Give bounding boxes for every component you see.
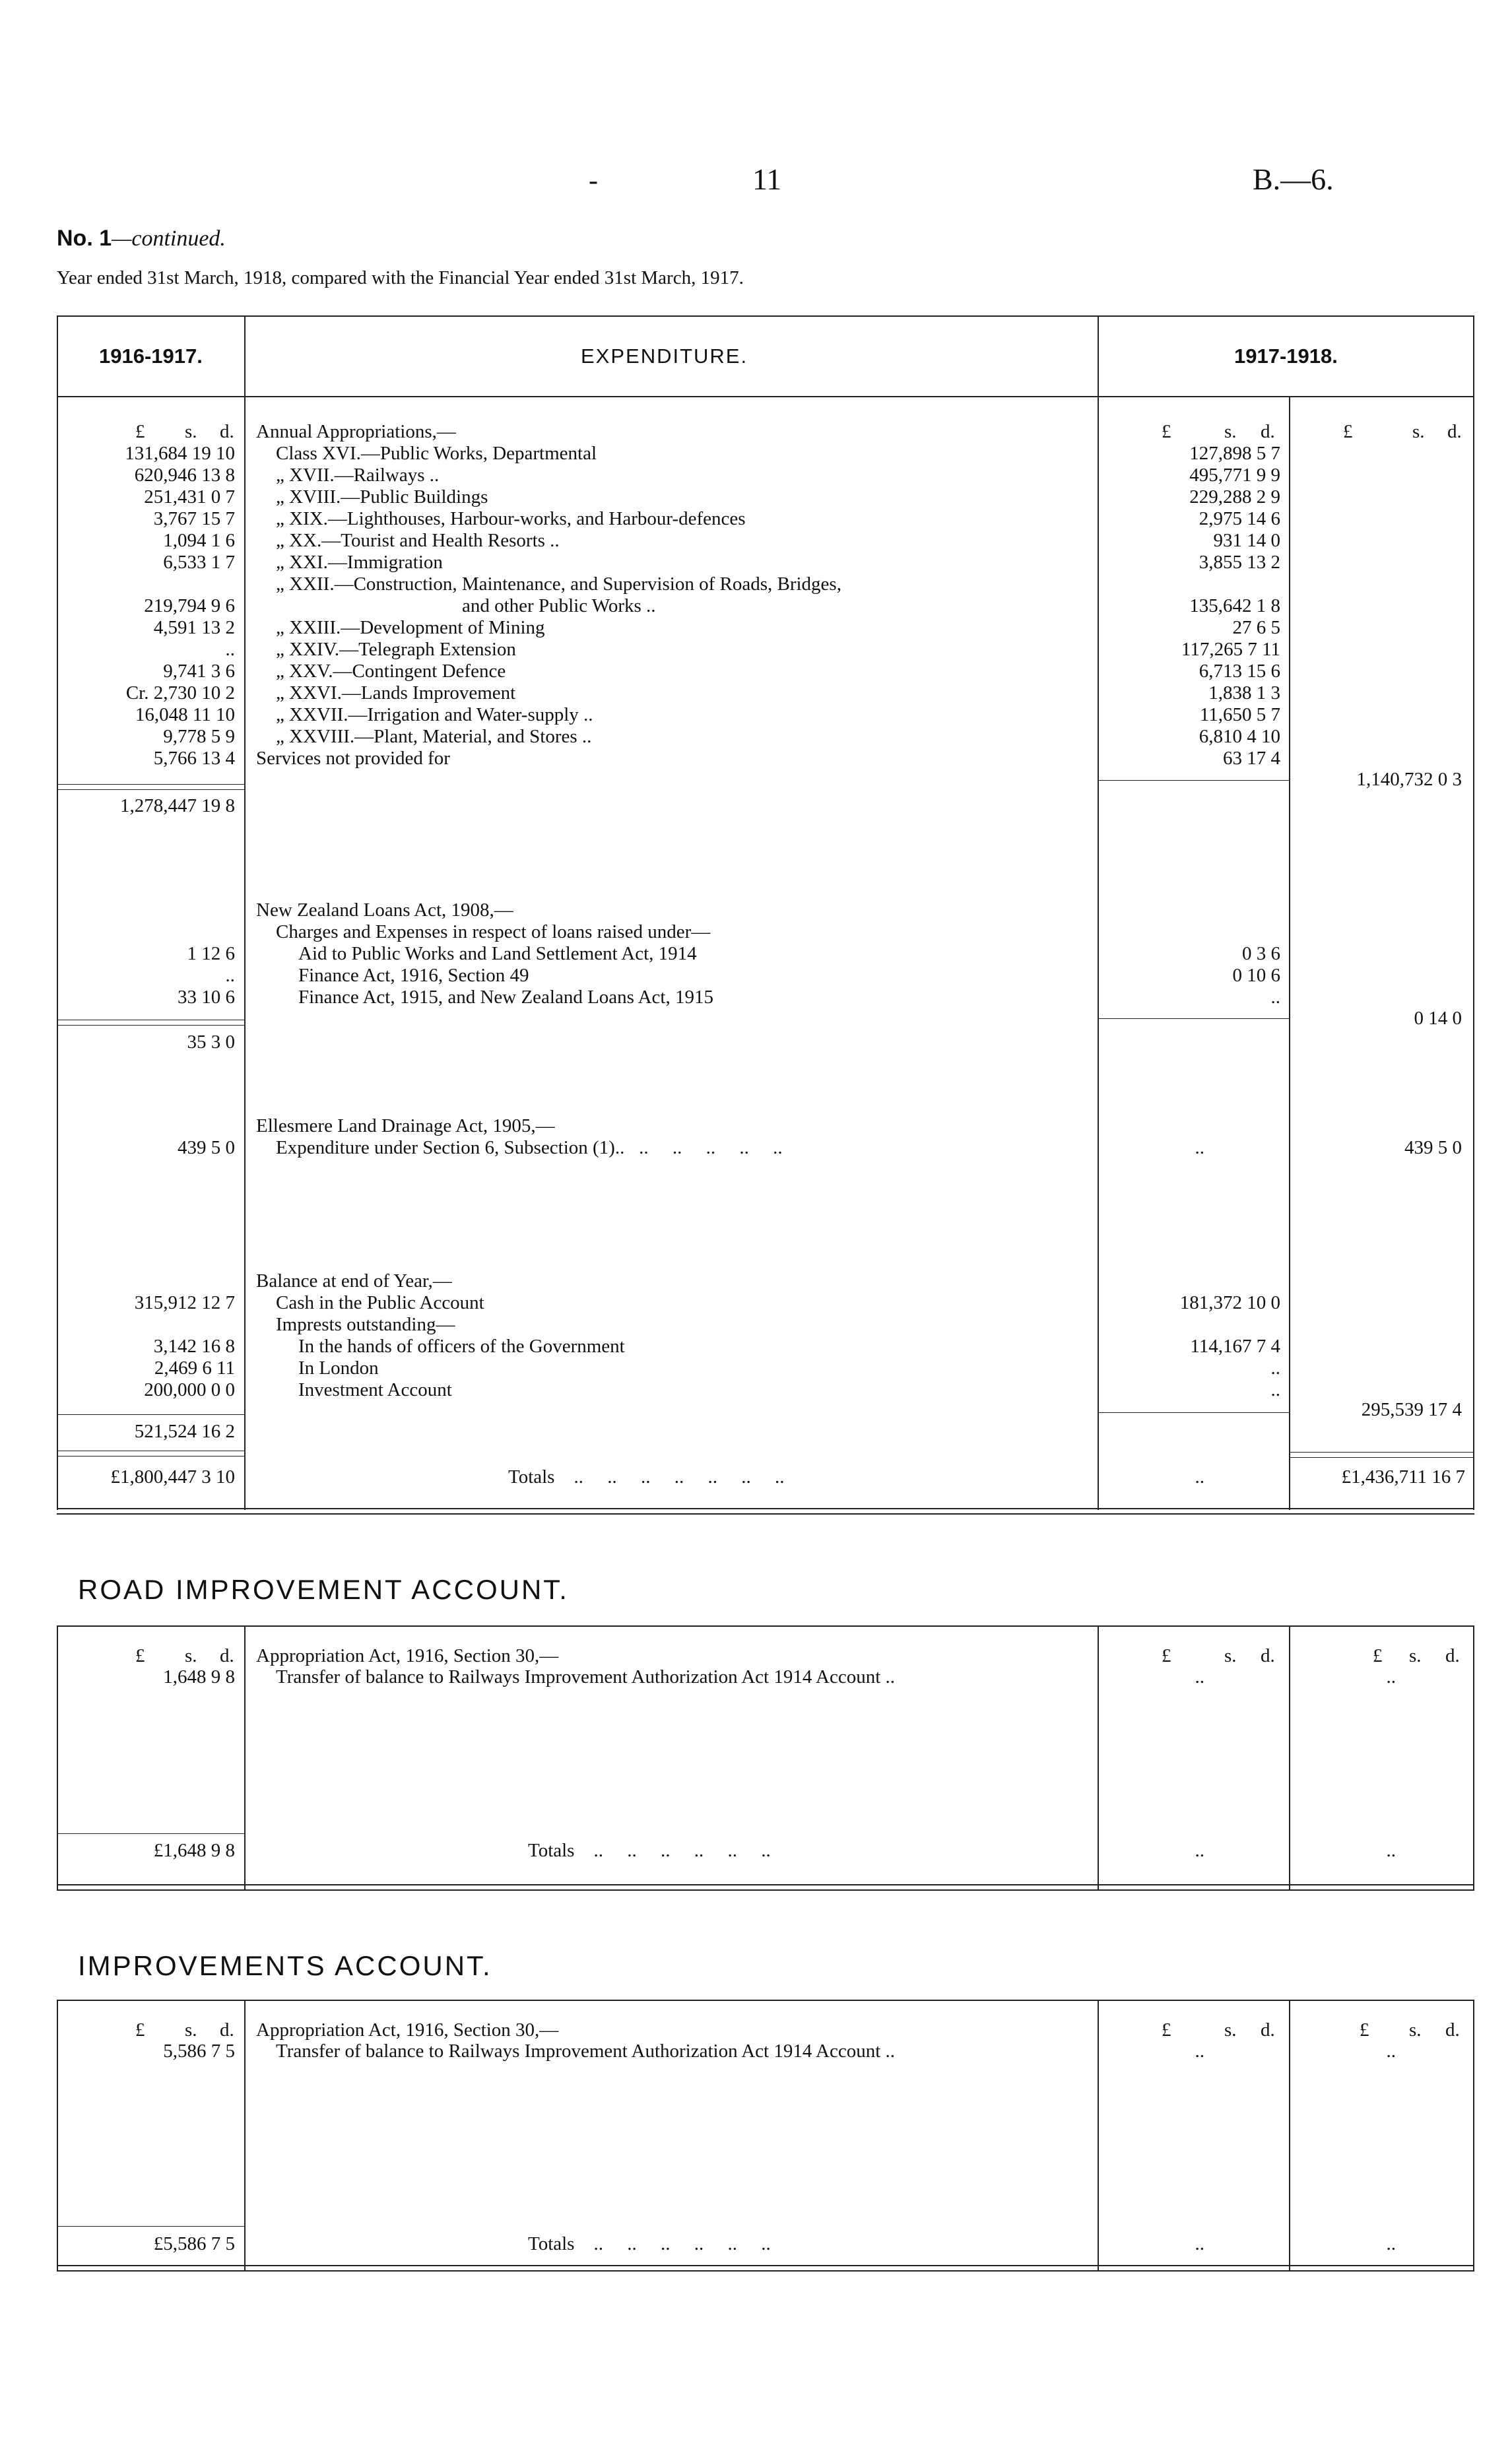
appropriation-row-1916: 620,946 13 8 xyxy=(134,465,235,486)
appropriation-row-1916: 219,794 9 6 xyxy=(144,595,235,616)
grand-total-label: Totals .. .. .. .. .. .. .. xyxy=(508,1466,785,1488)
road-total-label: Totals .. .. .. .. .. .. xyxy=(528,1840,771,1861)
road-1918: .. xyxy=(1386,1666,1396,1687)
improvements-account-title: IMPROVEMENTS ACCOUNT. xyxy=(78,1950,492,1981)
road-pence-left: d. xyxy=(220,1645,234,1666)
loan-row-1917: 0 10 6 xyxy=(1232,965,1280,986)
loan-row-label: Finance Act, 1916, Section 49 xyxy=(298,965,529,986)
page-reference: B.—6. xyxy=(1253,162,1334,196)
balance-row-1917: 181,372 10 0 xyxy=(1179,1292,1280,1313)
road-heading: Appropriation Act, 1916, Section 30,— xyxy=(256,1645,559,1666)
grand-total-1916: £1,800,447 3 10 xyxy=(110,1466,235,1488)
page-number: 11 xyxy=(752,162,782,196)
balance-row-1916: 200,000 0 0 xyxy=(144,1379,235,1400)
road-1917-mid: .. xyxy=(1195,1666,1204,1687)
improve-pound-left: £ xyxy=(135,2019,145,2041)
appropriation-row-label: „ XVII.—Railways .. xyxy=(276,465,440,486)
appropriation-row-1916: .. xyxy=(225,639,235,660)
column-header-1916-1917: 1916-1917. xyxy=(99,344,203,368)
appropriation-row-1917: 27 6 5 xyxy=(1232,617,1280,638)
section-heading-balance: Balance at end of Year,— xyxy=(256,1270,452,1292)
document-subtitle: Year ended 31st March, 1918, compared with the Financial Year ended 31st March, 1917. xyxy=(57,267,744,288)
road-1916: 1,648 9 8 xyxy=(163,1666,235,1687)
appropriation-row-1917: 229,288 2 9 xyxy=(1189,486,1280,507)
improve-pound-right: £ xyxy=(1360,2019,1369,2041)
appropriation-row-1917: 6,810 4 10 xyxy=(1199,726,1280,747)
appropriation-row-label: „ XXV.—Contingent Defence xyxy=(276,661,506,682)
improve-total-1918: .. xyxy=(1386,2233,1396,2254)
page-mark: - xyxy=(589,166,598,196)
appropriation-row-1917: 127,898 5 7 xyxy=(1189,443,1280,464)
ellesmere-label: Expenditure under Section 6, Subsection (1).. .. .. .. .. .. xyxy=(276,1137,783,1158)
currency-pound-left: £ xyxy=(135,421,145,442)
appropriation-row-1917: 2,975 14 6 xyxy=(1199,508,1280,529)
improve-pence-left: d. xyxy=(220,2019,234,2041)
currency-pound-mid: £ xyxy=(1162,421,1171,442)
appropriation-row-1917: 135,642 1 8 xyxy=(1189,595,1280,616)
improve-pence-right: d. xyxy=(1445,2019,1460,2041)
loan-row-1917: 0 3 6 xyxy=(1242,943,1280,964)
ellesmere-1918-total: 439 5 0 xyxy=(1404,1137,1462,1158)
section-heading-loans: New Zealand Loans Act, 1908,— xyxy=(256,900,513,921)
improve-1916: 5,586 7 5 xyxy=(163,2041,235,2062)
section-heading-ellesmere: Ellesmere Land Drainage Act, 1905,— xyxy=(256,1115,555,1136)
road-pence-right: d. xyxy=(1445,1645,1460,1666)
appropriation-row-label: „ XXIII.—Development of Mining xyxy=(276,617,545,638)
balance-row-label: Investment Account xyxy=(298,1379,452,1400)
appropriation-row-1916: 6,533 1 7 xyxy=(163,552,235,573)
balance-row-label: Imprests outstanding— xyxy=(276,1314,455,1335)
road-label: Transfer of balance to Railways Improvement Authorization Act 1914 Account .. xyxy=(276,1666,895,1687)
appropriation-row-label: „ XXVI.—Lands Improvement xyxy=(276,682,516,704)
road-shilling-left: s. xyxy=(185,1645,197,1666)
road-shilling-mid: s. xyxy=(1224,1645,1237,1666)
road-shilling-right: s. xyxy=(1409,1645,1422,1666)
grand-total-1917-mid: .. xyxy=(1195,1466,1204,1488)
road-total-1918: .. xyxy=(1386,1840,1396,1861)
appropriation-row-1916: 4,591 13 2 xyxy=(153,617,235,638)
currency-shilling-left: s. xyxy=(185,421,197,442)
improve-1917-mid: .. xyxy=(1195,2041,1204,2062)
appropriation-row-1917: 495,771 9 9 xyxy=(1189,465,1280,486)
appropriation-row-1916: 16,048 11 10 xyxy=(135,704,235,725)
appropriation-row-label: „ XXII.—Construction, Maintenance, and Supervision of Roads, Bridges, xyxy=(276,573,841,595)
improve-shilling-mid: s. xyxy=(1224,2019,1237,2041)
appropriation-row-1917: 3,855 13 2 xyxy=(1199,552,1280,573)
appropriation-row-label: „ XIX.—Lighthouses, Harbour-works, and Harbour-defences xyxy=(276,508,746,529)
improve-total-1916: £5,586 7 5 xyxy=(153,2233,235,2254)
appropriation-row-1916: 1,094 1 6 xyxy=(163,530,235,551)
appropriation-row-1917: 11,650 5 7 xyxy=(1199,704,1280,725)
appropriation-row-1916: 251,431 0 7 xyxy=(144,486,235,507)
appropriation-row-label: Services not provided for xyxy=(256,748,450,769)
column-header-expenditure: EXPENDITURE. xyxy=(581,344,748,368)
currency-pound-right: £ xyxy=(1343,421,1353,442)
appropriation-row-label: Class XVI.—Public Works, Departmental xyxy=(276,443,597,464)
appropriation-row-1916: 5,766 13 4 xyxy=(153,748,235,769)
grand-total-1918: £1,436,711 16 7 xyxy=(1341,1466,1465,1488)
improve-total-label: Totals .. .. .. .. .. .. xyxy=(528,2233,771,2254)
balance-row-label: In the hands of officers of the Government xyxy=(298,1336,625,1357)
loan-row-1916: .. xyxy=(225,965,235,986)
currency-pence-right: d. xyxy=(1447,421,1462,442)
improve-pence-mid: d. xyxy=(1261,2019,1275,2041)
ellesmere-1917-mid: .. xyxy=(1195,1137,1204,1158)
improve-label: Transfer of balance to Railways Improvement Authorization Act 1914 Account .. xyxy=(276,2041,895,2062)
column-header-1917-1918: 1917-1918. xyxy=(1234,344,1338,368)
loan-row-label: Finance Act, 1915, and New Zealand Loans Act, 1915 xyxy=(298,987,713,1008)
document-number-continued: —continued. xyxy=(112,226,226,251)
appropriation-row-1917: 6,713 15 6 xyxy=(1199,661,1280,682)
road-total-1917-mid: .. xyxy=(1195,1840,1204,1861)
section-heading-appropriations: Annual Appropriations,— xyxy=(256,421,456,442)
appropriation-row-label: and other Public Works .. xyxy=(462,595,656,616)
appropriation-row-1916: 3,767 15 7 xyxy=(153,508,235,529)
subtotal-1916-appropriations: 1,278,447 19 8 xyxy=(120,795,235,816)
appropriation-row-1917: 63 17 4 xyxy=(1223,748,1280,769)
improve-pound-mid: £ xyxy=(1162,2019,1171,2041)
road-account-title: ROAD IMPROVEMENT ACCOUNT. xyxy=(78,1574,569,1605)
balance-row-label: Cash in the Public Account xyxy=(276,1292,484,1313)
document-number-label: No. 1 xyxy=(57,226,112,251)
road-total-1916: £1,648 9 8 xyxy=(153,1840,235,1861)
balance-row-1917: .. xyxy=(1270,1379,1280,1400)
road-pence-mid: d. xyxy=(1261,1645,1275,1666)
appropriation-row-label: „ XXI.—Immigration xyxy=(276,552,443,573)
currency-shilling-right: s. xyxy=(1412,421,1425,442)
improve-1918: .. xyxy=(1386,2041,1396,2062)
subtotal-1916-balance: 521,524 16 2 xyxy=(134,1421,235,1442)
appropriation-row-label: „ XVIII.—Public Buildings xyxy=(276,486,488,507)
balance-row-label: In London xyxy=(298,1358,379,1379)
currency-pence-mid: d. xyxy=(1261,421,1275,442)
improve-shilling-left: s. xyxy=(185,2019,197,2041)
balance-row-1916: 2,469 6 11 xyxy=(154,1358,235,1379)
loan-row-1916: 1 12 6 xyxy=(187,943,235,964)
appropriation-row-1916: 131,684 19 10 xyxy=(125,443,235,464)
balance-row-1917: .. xyxy=(1270,1358,1280,1379)
balance-row-1916: 315,912 12 7 xyxy=(134,1292,235,1313)
total-1918-balance: 295,539 17 4 xyxy=(1361,1399,1462,1420)
currency-pence-left: d. xyxy=(220,421,234,442)
total-1918-appropriations: 1,140,732 0 3 xyxy=(1356,769,1462,790)
appropriation-row-1916: 9,741 3 6 xyxy=(163,661,235,682)
appropriation-row-label: „ XXVIII.—Plant, Material, and Stores .. xyxy=(276,726,592,747)
loan-row-1917: .. xyxy=(1270,987,1280,1008)
document-number xyxy=(57,226,226,251)
currency-shilling-mid: s. xyxy=(1224,421,1237,442)
appropriation-row-label: „ XX.—Tourist and Health Resorts .. xyxy=(276,530,560,551)
loan-row-1916: 33 10 6 xyxy=(178,987,235,1008)
road-pound-mid: £ xyxy=(1162,1645,1171,1666)
subtotal-1916-loans: 35 3 0 xyxy=(187,1031,235,1053)
appropriation-row-1917: 931 14 0 xyxy=(1213,530,1280,551)
loan-row-label: Aid to Public Works and Land Settlement Act, 1914 xyxy=(298,943,697,964)
appropriation-row-label: „ XXIV.—Telegraph Extension xyxy=(276,639,516,660)
balance-row-1916: 3,142 16 8 xyxy=(153,1336,235,1357)
improve-heading: Appropriation Act, 1916, Section 30,— xyxy=(256,2019,559,2041)
section-sub-loans: Charges and Expenses in respect of loans raised under— xyxy=(276,921,711,942)
improve-shilling-right: s. xyxy=(1409,2019,1422,2041)
road-pound-left: £ xyxy=(135,1645,145,1666)
appropriation-row-1917: 117,265 7 11 xyxy=(1181,639,1280,660)
road-pound-right: £ xyxy=(1373,1645,1383,1666)
improve-total-1917-mid: .. xyxy=(1195,2233,1204,2254)
appropriation-row-1916: Cr. 2,730 10 2 xyxy=(125,682,235,704)
appropriation-row-1916: 9,778 5 9 xyxy=(163,726,235,747)
total-1918-loans: 0 14 0 xyxy=(1414,1008,1462,1029)
ellesmere-1916: 439 5 0 xyxy=(178,1137,235,1158)
appropriation-row-1917: 1,838 1 3 xyxy=(1208,682,1280,704)
appropriation-row-label: „ XXVII.—Irrigation and Water-supply .. xyxy=(276,704,593,725)
balance-row-1917: 114,167 7 4 xyxy=(1190,1336,1280,1357)
